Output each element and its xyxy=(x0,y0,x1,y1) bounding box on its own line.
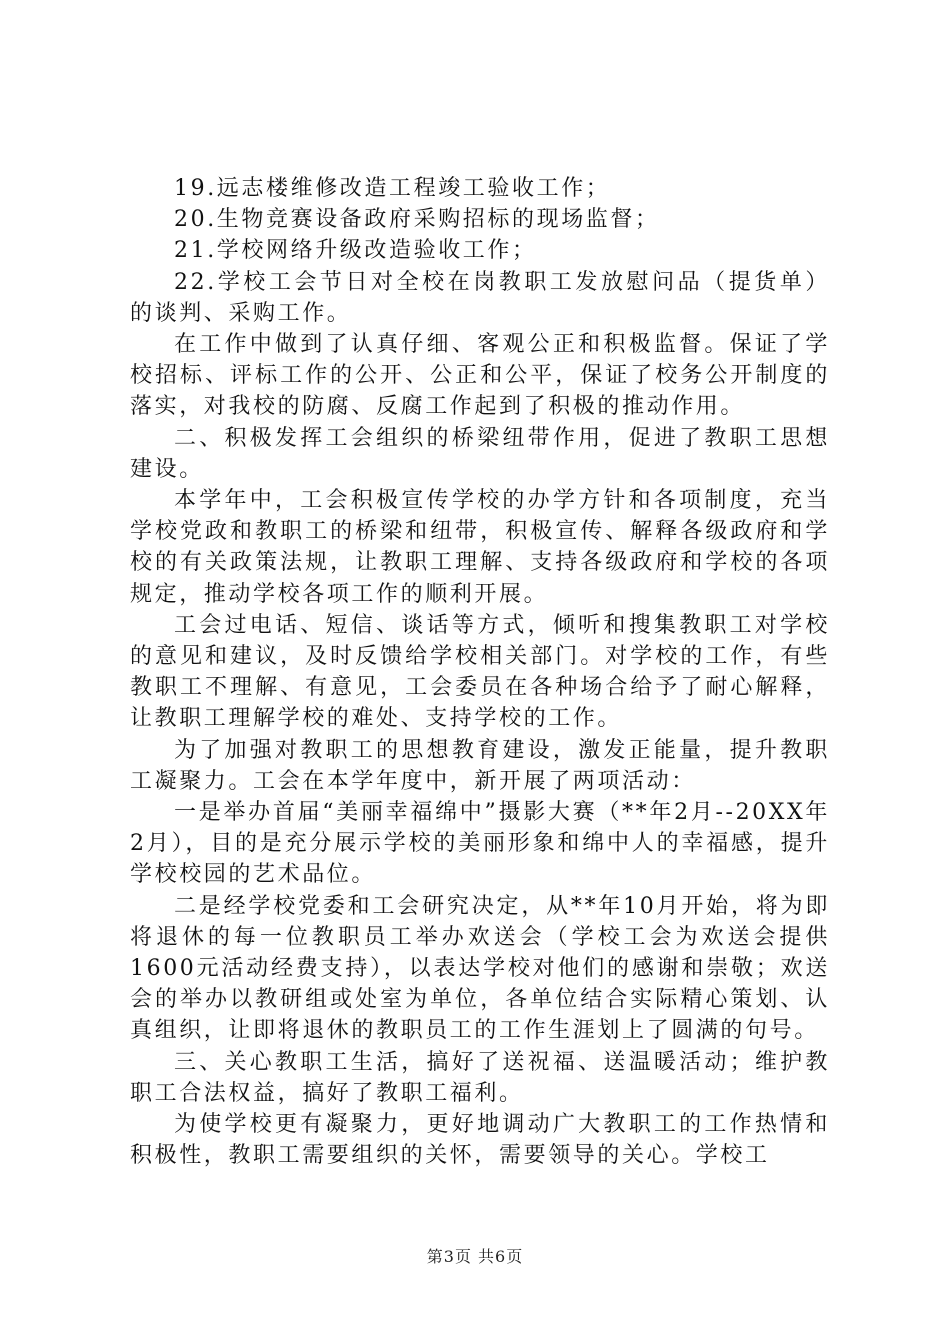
list-item-22: 22.学校工会节日对全校在岗教职工发放慰问品（提货单）的谈判、采购工作。 xyxy=(130,269,830,326)
body-paragraph: 在工作中做到了认真仔细、客观公正和积极监督。保证了学校招标、评标工作的公开、公正和公平，保证了校务公开制度的落实，对我校的防腐、反腐工作起到了积极的推动作用。 xyxy=(130,332,830,420)
section-heading-2: 二、积极发挥工会组织的桥梁纽带作用，促进了教职工思想建设。 xyxy=(130,425,830,482)
body-paragraph: 为使学校更有凝聚力，更好地调动广大教职工的工作热情和积极性，教职工需要组织的关怀，需要领导的关心。学校工 xyxy=(130,1112,830,1169)
body-paragraph: 工会过电话、短信、谈话等方式，倾听和搜集教职工对学校的意见和建议，及时反馈给学校相关部门。对学校的工作，有些教职工不理解、有意见，工会委员在各种场合给予了耐心解释，让教职工理解学校的难处、支持学校的工作。 xyxy=(130,612,830,732)
page-number-footer: 第3页 共6页 xyxy=(426,1247,524,1266)
document-body xyxy=(130,173,830,1172)
section-heading-3: 三、关心教职工生活，搞好了送祝福、送温暖活动；维护教职工合法权益，搞好了教职工福利。 xyxy=(130,1049,830,1106)
list-item-20: 20.生物竞赛设备政府采购招标的现场监督； xyxy=(174,207,660,233)
body-paragraph: 二是经学校党委和工会研究决定，从**年10月开始，将为即将退休的每一位教职员工举办欢送会（学校工会为欢送会提供1600元活动经费支持），以表达学校对他们的感谢和崇敬；欢送会的举办以教研组或处室为单位，各单位结合实际精心策划、认真组织，让即将退休的教职员工的工作生涯划上了圆满的句号。 xyxy=(130,893,830,1044)
body-paragraph: 一是举办首届“美丽幸福绵中”摄影大赛（**年2月--20XX年2月），目的是充分展示学校的美丽形象和绵中人的幸福感，提升学校校园的艺术品位。 xyxy=(130,800,830,888)
body-paragraph: 本学年中，工会积极宣传学校的办学方针和各项制度，充当学校党政和教职工的桥梁和纽带，积极宣传、解释各级政府和学校的有关政策法规，让教职工理解、支持各级政府和学校的各项规定，推动学校各项工作的顺利开展。 xyxy=(130,488,830,607)
list-item-19: 19.远志楼维修改造工程竣工验收工作； xyxy=(174,176,611,201)
body-paragraph: 为了加强对教职工的思想教育建设，激发正能量，提升教职工凝聚力。工会在本学年度中，新开展了两项活动： xyxy=(130,737,830,794)
list-item-21: 21.学校网络升级改造验收工作； xyxy=(174,238,537,264)
